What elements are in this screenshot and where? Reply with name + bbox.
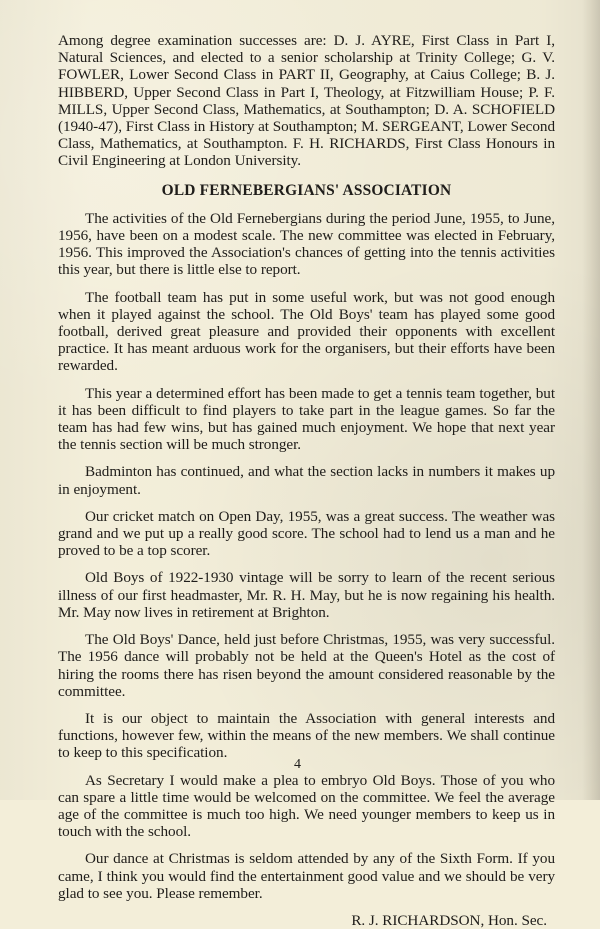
paragraph-5: Our cricket match on Open Day, 1955, was a great success. The weather was grand and we put up a really good score. The school had to lend us a man and he proved to be a top scorer.: [58, 507, 555, 560]
paragraph-4: Badminton has continued, and what the section lacks in numbers it makes up in enjoyment.: [58, 463, 555, 498]
section-heading: OLD FERNEBERGIANS' ASSOCIATION: [161, 181, 452, 199]
paragraph-10: Our dance at Christmas is seldom attended by any of the Sixth Form. If you came, I think you would find the entertainment good value and we should be very glad to see you. Please remember.: [58, 850, 555, 902]
paragraph-2: The football team has put in some useful work, but was not good enough when it played against the school. The Old Boys' team has played some good football, derived great pleasure and provided their opponents with excellent practice. It has meant arduous work for the organisers, but their efforts have been rewarded.: [58, 288, 555, 375]
paragraph-9: As Secretary I would make a plea to embryo Old Boys. Those of you who can spare a little time would be welcomed on the committee. We feel the average age of the committee is much too high. We need younger members to keep us in touch with the school.: [58, 771, 555, 841]
intro-paragraph: Among degree examination successes are: D. J. AYRE, First Class in Part I, Natural Sciences, and elected to a senior scholarship at Trinity College; G. V. FOWLER, Lower Second Class in PART II, Geography, at Caius College; B. J. HIBBERD, Upper Second Class in Part I, Theology, at Fitzwilliam House; P. F. MILLS, Upper Second Class, Mathematics, at Southampton; D. A. SCHOFIELD (1940-47), First Class in History at Southampton; M. SERGEANT, Lower Second Class, Mathematics, at Southampton. F. H. RICHARDS, First Class Honours in Civil Engineering at London University.: [58, 32, 555, 170]
paragraph-1: The activities of the Old Fernebergians during the period June, 1955, to June, 1956, have been on a modest scale. The new committee was elected in February, 1956. This improved the Association's chances of getting into the tennis activities this year, but there is little else to report.: [58, 209, 555, 279]
page-number: 4: [294, 757, 301, 772]
document-content: [58, 32, 555, 929]
page-edge-shadow: [582, 0, 600, 800]
paragraph-3: This year a determined effort has been made to get a tennis team together, but it has been difficult to find players to take part in the league games. So far the team has had few wins, but has gained much enjoyment. We hope that next year the tennis section will be much stronger.: [58, 384, 555, 454]
paragraph-8: It is our object to maintain the Association with general interests and functions, however few, within the means of the new members. We shall continue to keep to this specification.: [58, 709, 555, 762]
paragraph-7: The Old Boys' Dance, held just before Christmas, 1955, was very successful. The 1956 dance will probably not be held at the Queen's Hotel as the cost of hiring the rooms there has risen beyond the amount considered reasonable by the committee.: [58, 631, 555, 700]
paragraph-6: Old Boys of 1922-1930 vintage will be sorry to learn of the recent serious illness of our first headmaster, Mr. R. H. May, but he is now regaining his health. Mr. May now lives in retirement at Brighton.: [58, 569, 555, 621]
signature: R. J. RICHARDSON, Hon. Sec.: [351, 911, 547, 929]
